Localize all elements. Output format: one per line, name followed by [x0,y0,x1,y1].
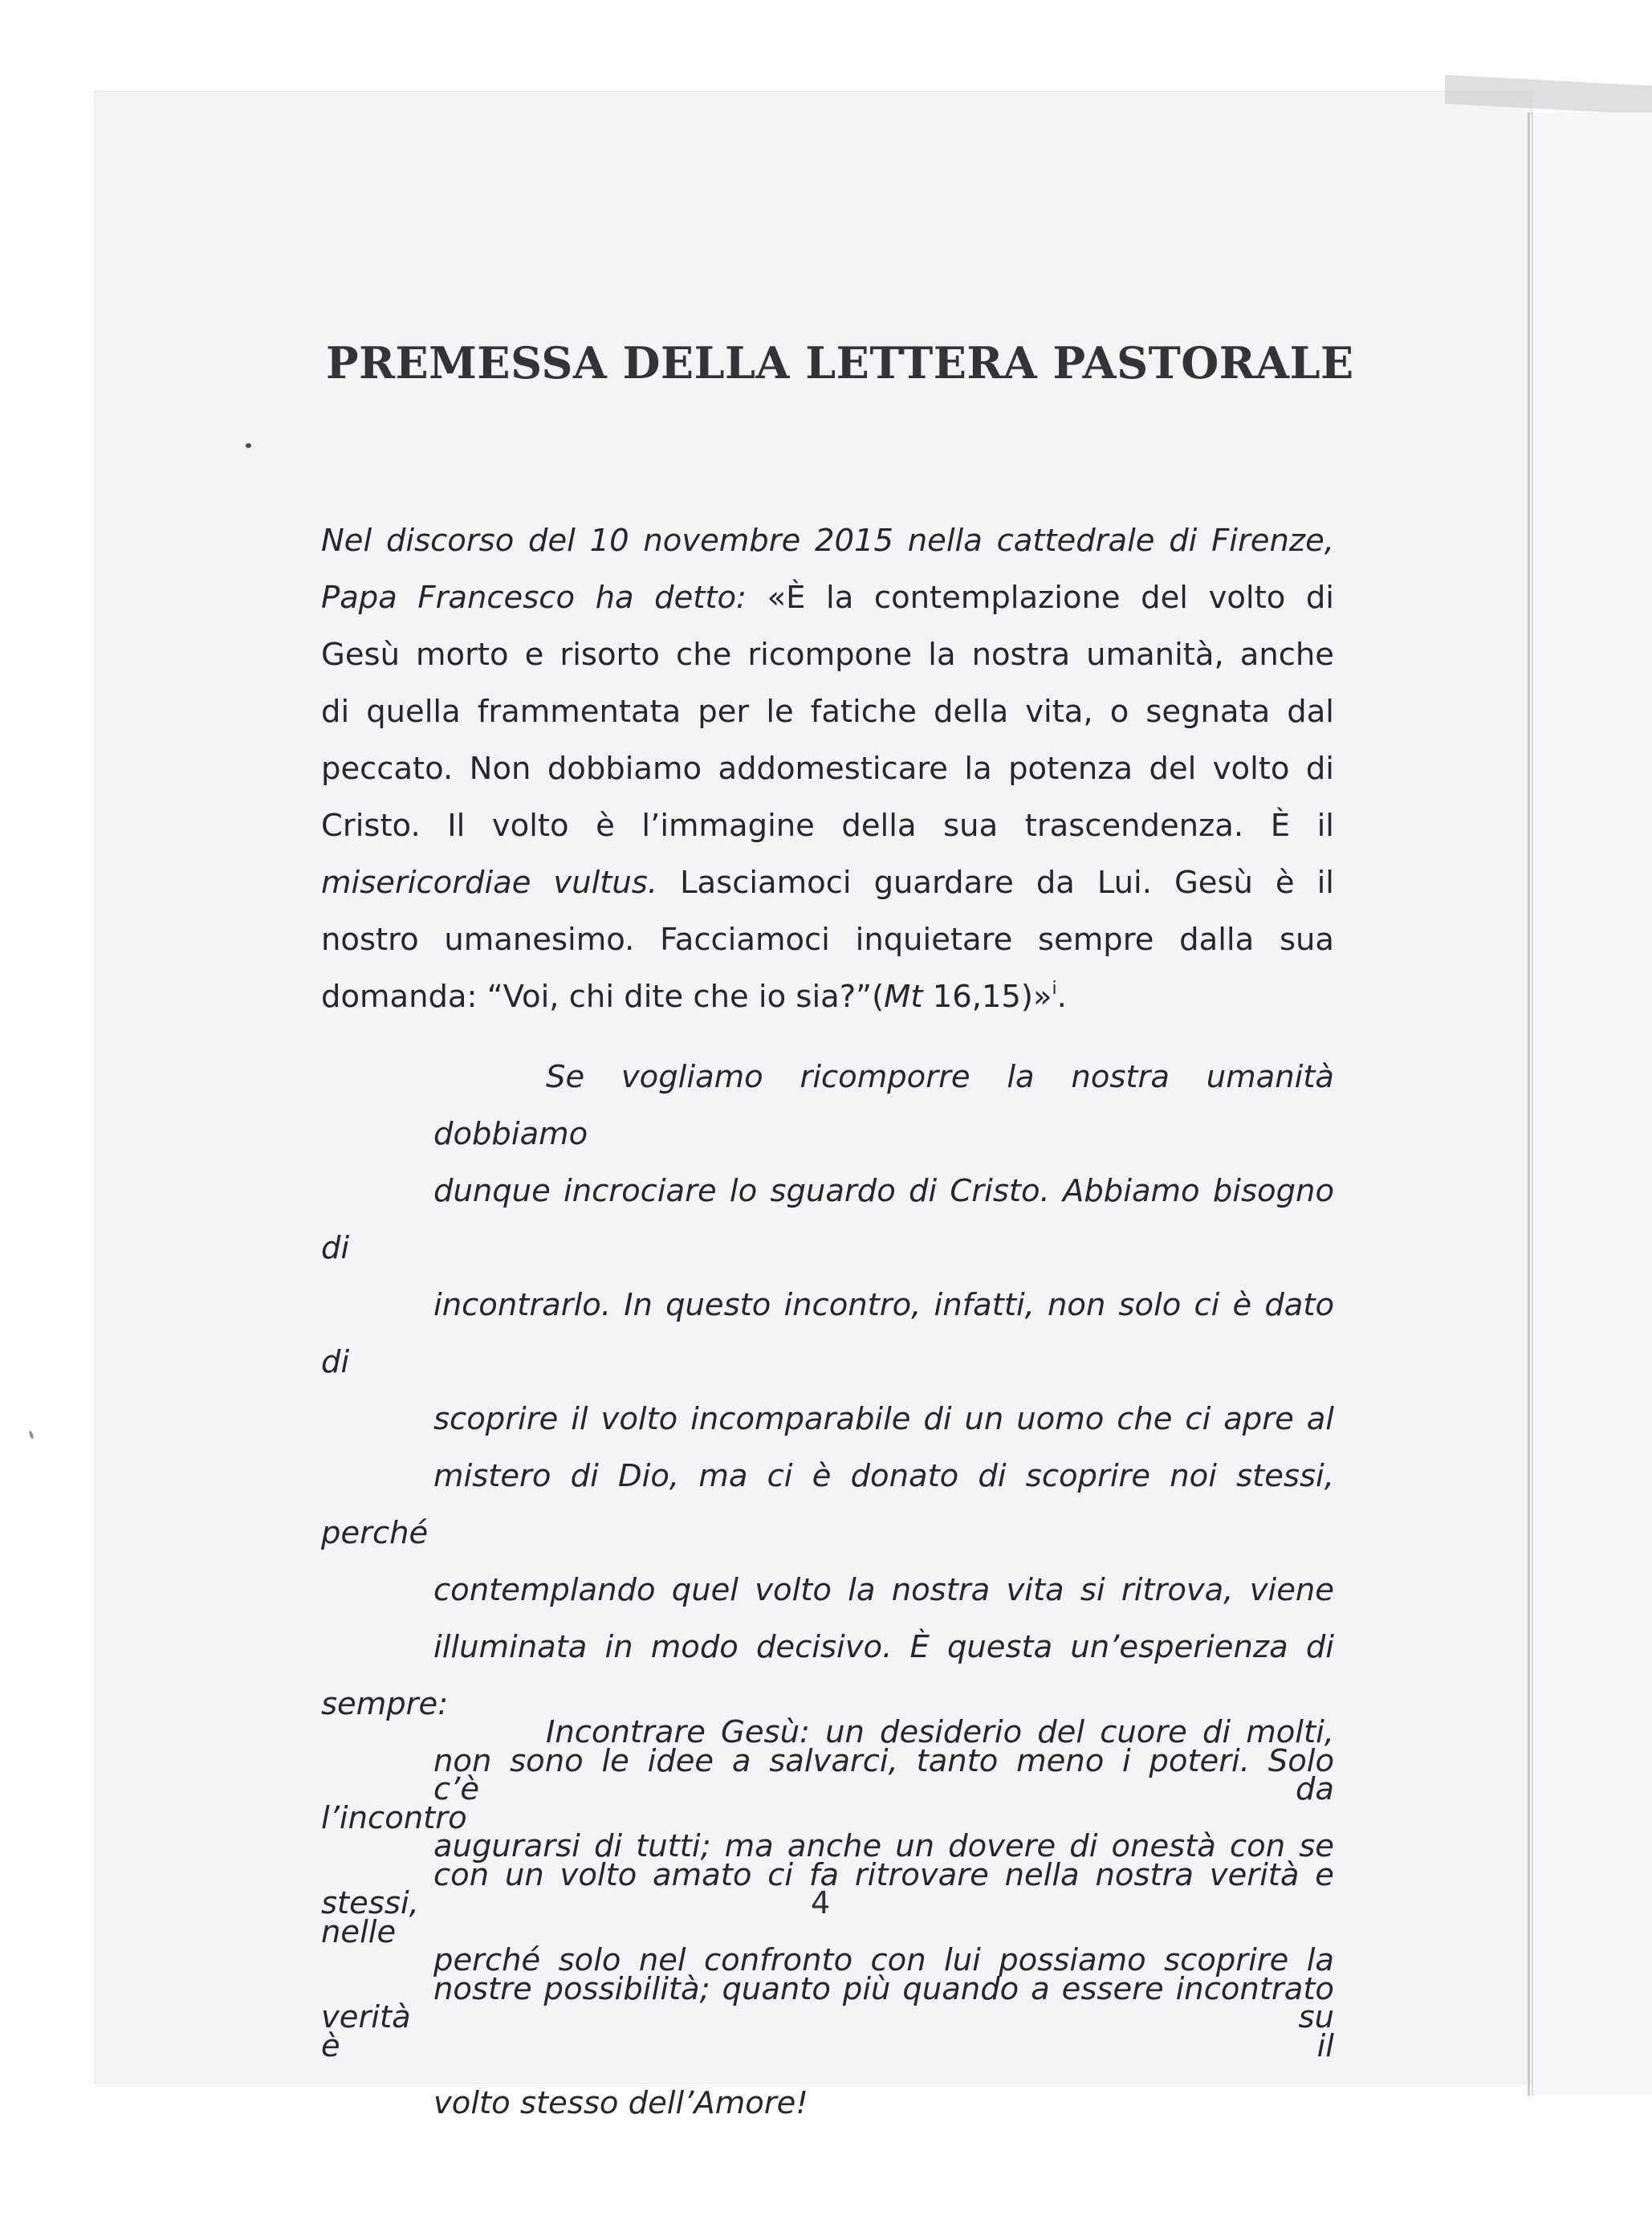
page-title: PREMESSA DELLA LETTERA PASTORALE [326,337,1354,389]
text-span: domanda: “Voi, chi dite che io sia?”( [321,979,885,1015]
page-spine [1528,112,1530,2096]
text-span: misericordiae vultus. [321,865,658,901]
text-line [321,854,1334,911]
footnote-marker[interactable]: i [1052,979,1057,999]
text-line: Nel discorso del 10 novembre 2015 nella cattedrale di Firenze, [321,523,1334,559]
text-line: Gesù morto e risorto che ricompone la nostra umanità, anche [321,637,1334,673]
text-span: Papa Francesco ha detto: [321,580,747,616]
text-span: Lasciamoci guardare da Lui. Gesù è il [657,865,1334,901]
text-line: Se vogliamo ricomporre la nostra umanità dobbiamo [433,1059,1334,1152]
text-line [321,569,1334,626]
text-span: «È la contemplazione del volto di [747,580,1334,616]
text-line: perché solo nel confronto con lui possiamo scoprire la verità su [321,1942,1334,2035]
text-line: Incontrare Gesù: un desiderio del cuore di molti, c’è da [433,1714,1334,1807]
text-line: illuminata in modo decisivo. È questa un’esperienza di sempre: [321,1629,1334,1722]
text-line: Cristo. Il volto è l’immagine della sua trascendenza. È il [321,808,1334,844]
paragraph-3 [321,1704,1334,2046]
text-line: non sono le idee a salvarci, tanto meno i poteri. Solo l’incontro [321,1743,1334,1836]
text-line: incontrarlo. In questo incontro, infatti, non solo ci è dato di [321,1287,1334,1380]
text-line: scoprire il volto incomparabile di un uomo che ci apre al [433,1401,1334,1437]
text-line: mistero di Dio, ma ci è donato di scoprire noi stessi, perché [321,1458,1334,1551]
scan-speck [28,1431,34,1440]
text-span: . [1056,979,1067,1015]
text-span: Mt [884,979,923,1015]
scan-speck [246,443,251,448]
text-line: di quella frammentata per le fatiche della vita, o segnata dal [321,694,1334,730]
text-line: nostro umanesimo. Facciamoci inquietare sempre dalla sua [321,922,1334,958]
text-span: 16,15)» [922,979,1052,1015]
text-line: nostre possibilità; quanto più quando a essere incontrato è il [321,1971,1334,2064]
text-line: contemplando quel volto la nostra vita si ritrova, viene [433,1572,1334,1608]
page-number: 4 [811,1885,831,1921]
facing-page [1532,112,1652,2096]
text-line: volto stesso dell’Amore! [433,2085,808,2121]
text-line: augurarsi di tutti; ma anche un dovere di onestà con se stessi, [321,1828,1334,1921]
text-line: peccato. Non dobbiamo addomesticare la potenza del volto di [321,751,1334,787]
paragraph-1 [321,512,1334,1025]
text-line: dunque incrociare lo sguardo di Cristo. Abbiamo bisogno di [321,1173,1334,1266]
text-line: con un volto amato ci fa ritrovare nella nostra verità e nelle [321,1857,1334,1950]
text-line [321,968,1334,1025]
